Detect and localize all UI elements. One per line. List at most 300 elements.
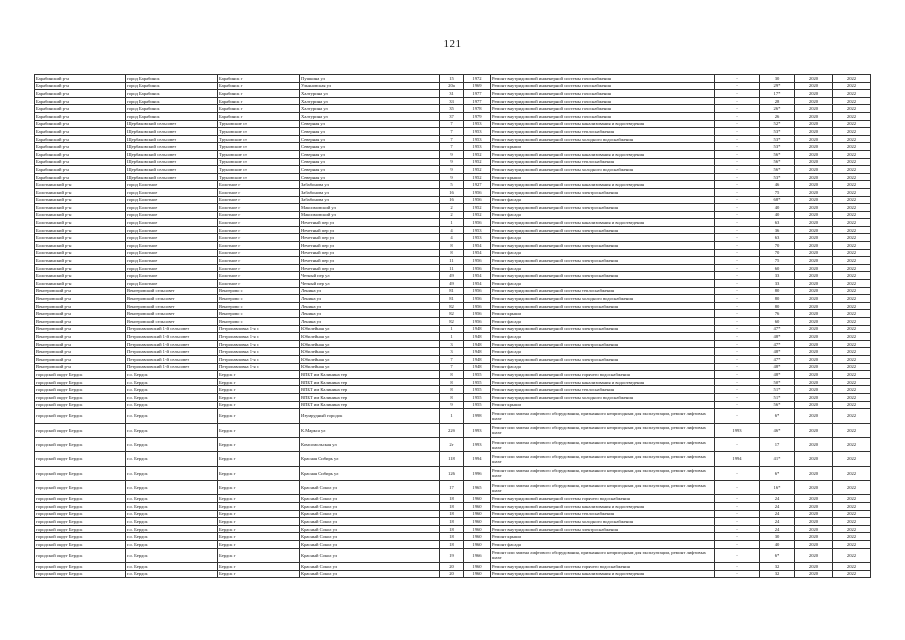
cell-locality: Петропавловка 1-я с: [218, 348, 300, 356]
cell-build-year: 1952: [464, 158, 491, 166]
cell-district: Венгеровский р-н: [35, 325, 126, 333]
cell-plan-end: 2022: [833, 204, 871, 212]
cell-work-type: Ремонт фасада: [491, 280, 715, 288]
cell-settlement: Петропавловский 1-й сельсовет: [126, 333, 218, 341]
cell-house-number: 81: [440, 287, 464, 295]
cell-locality: Барабинск г: [218, 90, 300, 98]
cell-wear-percent: 60: [760, 264, 795, 272]
cell-street: Халтурина ул: [300, 97, 440, 105]
cell-work-type: Ремонт внутридомовой инженерной системы горячего водоснабжения: [491, 495, 715, 503]
cell-work-type: Ремонт внутридомовой инженерной системы канализования и водоотведения: [491, 181, 715, 189]
cell-wear-percent: 30: [760, 533, 795, 541]
cell-settlement: г.о. Бердск: [126, 503, 218, 511]
cell-house-number: 18: [440, 510, 464, 518]
cell-house-number: 37: [440, 112, 464, 120]
cell-locality: Петропавловка 1-я с: [218, 355, 300, 363]
cell-plan-end: 2022: [833, 386, 871, 394]
cell-house-number: 5: [440, 181, 464, 189]
cell-commission-year: -: [715, 386, 760, 394]
cell-plan-start: 2020: [795, 272, 833, 280]
table-row: [35, 257, 871, 265]
cell-commission-year: -: [715, 181, 760, 189]
cell-district: городской округ Бердск: [35, 466, 126, 480]
cell-commission-year: -: [715, 318, 760, 326]
cell-wear-percent: 41*: [760, 452, 795, 466]
cell-plan-start: 2020: [795, 264, 833, 272]
cell-district: Венгеровский р-н: [35, 363, 126, 371]
cell-wear-percent: 48*: [760, 371, 795, 379]
cell-street: ВПБТ им Калинина тер: [300, 371, 440, 379]
table-row: [35, 423, 871, 437]
cell-build-year: 1998: [464, 409, 491, 423]
cell-plan-start: 2020: [795, 188, 833, 196]
cell-settlement: Венгеровский сельсовет: [126, 302, 218, 310]
table-row: [35, 135, 871, 143]
cell-locality: Болотное г: [218, 242, 300, 250]
table-row: [35, 226, 871, 234]
cell-street: Ульяновская ул: [300, 82, 440, 90]
cell-work-type: Ремонт внутридомовой инженерной системы канализования и водоотведения: [491, 120, 715, 128]
cell-plan-start: 2020: [795, 325, 833, 333]
cell-work-type: Ремонт внутридомовой инженерной системы газоснабжения: [491, 97, 715, 105]
cell-commission-year: -: [715, 219, 760, 227]
cell-settlement: г.о. Бердск: [126, 548, 218, 562]
cell-plan-end: 2022: [833, 452, 871, 466]
cell-wear-percent: 6*: [760, 409, 795, 423]
cell-district: Барабинский р-н: [35, 128, 126, 136]
cell-plan-start: 2020: [795, 128, 833, 136]
cell-district: Венгеровский р-н: [35, 310, 126, 318]
cell-plan-start: 2020: [795, 340, 833, 348]
cell-commission-year: -: [715, 533, 760, 541]
cell-commission-year: -: [715, 495, 760, 503]
cell-settlement: г.о. Бердск: [126, 452, 218, 466]
cell-commission-year: -: [715, 204, 760, 212]
table-row: [35, 348, 871, 356]
cell-plan-start: 2020: [795, 348, 833, 356]
table-row: [35, 249, 871, 257]
cell-plan-start: 2020: [795, 242, 833, 250]
table-row: [35, 173, 871, 181]
table-row: [35, 570, 871, 578]
cell-commission-year: -: [715, 401, 760, 409]
repair-schedule-table: [34, 74, 871, 578]
cell-work-type: Ремонт фасада: [491, 541, 715, 549]
cell-commission-year: -: [715, 393, 760, 401]
cell-commission-year: -: [715, 158, 760, 166]
cell-commission-year: -: [715, 226, 760, 234]
cell-commission-year: -: [715, 150, 760, 158]
cell-plan-end: 2022: [833, 135, 871, 143]
table-row: [35, 481, 871, 495]
cell-work-type: Ремонт или замена лифтового оборудования, признанного непригодным для эксплуатации, ремонт лифтовых шахт: [491, 548, 715, 562]
cell-settlement: город Болотное: [126, 188, 218, 196]
cell-plan-end: 2022: [833, 219, 871, 227]
cell-plan-end: 2022: [833, 363, 871, 371]
cell-house-number: 17: [440, 481, 464, 495]
cell-house-number: 9: [440, 150, 464, 158]
cell-build-year: 1993: [464, 423, 491, 437]
cell-wear-percent: 56*: [760, 166, 795, 174]
cell-wear-percent: 80: [760, 295, 795, 303]
cell-plan-end: 2022: [833, 211, 871, 219]
table-row: [35, 90, 871, 98]
cell-work-type: Ремонт внутридомовой инженерной системы канализования и водоотведения: [491, 570, 715, 578]
cell-district: Барабинский р-н: [35, 166, 126, 174]
cell-work-type: Ремонт внутридомовой инженерной системы газоснабжения: [491, 105, 715, 113]
cell-district: городской округ Бердск: [35, 371, 126, 379]
table-row: [35, 211, 871, 219]
cell-district: Венгеровский р-н: [35, 355, 126, 363]
cell-build-year: 1969: [464, 82, 491, 90]
cell-house-number: 18: [440, 495, 464, 503]
cell-build-year: 1953: [464, 128, 491, 136]
cell-locality: Бердск г: [218, 409, 300, 423]
cell-build-year: 1953: [464, 143, 491, 151]
cell-settlement: город Болотное: [126, 181, 218, 189]
cell-commission-year: -: [715, 272, 760, 280]
table-row: [35, 325, 871, 333]
cell-work-type: Ремонт фасада: [491, 333, 715, 341]
cell-plan-end: 2022: [833, 340, 871, 348]
cell-work-type: Ремонт или замена лифтового оборудования, признанного непригодным для эксплуатации, ремонт лифтовых шахт: [491, 466, 715, 480]
cell-plan-start: 2020: [795, 533, 833, 541]
cell-house-number: 2: [440, 211, 464, 219]
cell-commission-year: -: [715, 173, 760, 181]
cell-street: Юбилейная ул: [300, 355, 440, 363]
cell-work-type: Ремонт внутридомовой инженерной системы канализования и водоотведения: [491, 378, 715, 386]
cell-settlement: г.о. Бердск: [126, 401, 218, 409]
cell-plan-start: 2020: [795, 503, 833, 511]
cell-plan-end: 2022: [833, 287, 871, 295]
cell-house-number: 22б: [440, 423, 464, 437]
cell-wear-percent: 16*: [760, 481, 795, 495]
cell-district: городской округ Бердск: [35, 563, 126, 571]
cell-locality: Болотное г: [218, 219, 300, 227]
cell-work-type: Ремонт фасада: [491, 348, 715, 356]
cell-plan-end: 2022: [833, 112, 871, 120]
cell-district: Венгеровский р-н: [35, 333, 126, 341]
cell-commission-year: -: [715, 105, 760, 113]
cell-build-year: 1948: [464, 333, 491, 341]
table-row: [35, 371, 871, 379]
cell-work-type: Ремонт внутридомовой инженерной системы электроснабжения: [491, 272, 715, 280]
cell-plan-start: 2020: [795, 563, 833, 571]
cell-plan-end: 2022: [833, 188, 871, 196]
cell-settlement: Щербаковский сельсовет: [126, 166, 218, 174]
cell-settlement: г.о. Бердск: [126, 510, 218, 518]
cell-commission-year: -: [715, 437, 760, 451]
cell-house-number: 7: [440, 143, 464, 151]
cell-wear-percent: 40: [760, 204, 795, 212]
cell-settlement: г.о. Бердск: [126, 386, 218, 394]
cell-district: городской округ Бердск: [35, 378, 126, 386]
cell-house-number: 31: [440, 90, 464, 98]
table-row: [35, 242, 871, 250]
cell-street: ВПБТ им Калинина тер: [300, 386, 440, 394]
cell-wear-percent: 17*: [760, 90, 795, 98]
cell-street: Халтурина ул: [300, 112, 440, 120]
cell-settlement: город Болотное: [126, 264, 218, 272]
cell-plan-start: 2020: [795, 204, 833, 212]
cell-street: Юбилейная ул: [300, 348, 440, 356]
cell-street: Четный пер ул: [300, 272, 440, 280]
cell-street: Юбилейная ул: [300, 325, 440, 333]
cell-commission-year: -: [715, 257, 760, 265]
cell-build-year: 1960: [464, 570, 491, 578]
cell-commission-year: -: [715, 409, 760, 423]
cell-locality: Барабинск г: [218, 105, 300, 113]
cell-plan-end: 2022: [833, 518, 871, 526]
cell-commission-year: -: [715, 242, 760, 250]
cell-settlement: Щербаковский сельсовет: [126, 158, 218, 166]
cell-settlement: Петропавловский 1-й сельсовет: [126, 355, 218, 363]
cell-commission-year: -: [715, 143, 760, 151]
cell-build-year: 1955: [464, 393, 491, 401]
cell-plan-start: 2020: [795, 393, 833, 401]
cell-wear-percent: 68*: [760, 196, 795, 204]
cell-commission-year: -: [715, 503, 760, 511]
cell-wear-percent: 17: [760, 437, 795, 451]
cell-plan-end: 2022: [833, 541, 871, 549]
cell-district: городской округ Бердск: [35, 570, 126, 578]
cell-street: Ленина ул: [300, 310, 440, 318]
cell-street: Нечетный пер ул: [300, 264, 440, 272]
cell-settlement: Щербаковский сельсовет: [126, 143, 218, 151]
cell-wear-percent: 47*: [760, 340, 795, 348]
cell-plan-end: 2022: [833, 310, 871, 318]
cell-settlement: г.о. Бердск: [126, 481, 218, 495]
cell-wear-percent: 40: [760, 211, 795, 219]
cell-build-year: 1956: [464, 310, 491, 318]
cell-plan-end: 2022: [833, 355, 871, 363]
cell-wear-percent: 53*: [760, 173, 795, 181]
cell-settlement: г.о. Бердск: [126, 541, 218, 549]
cell-district: городской округ Бердск: [35, 481, 126, 495]
cell-house-number: 19: [440, 548, 464, 562]
cell-wear-percent: 6*: [760, 466, 795, 480]
cell-district: городской округ Бердск: [35, 533, 126, 541]
cell-street: Изумрудный городок: [300, 409, 440, 423]
cell-settlement: город Болотное: [126, 272, 218, 280]
cell-district: городской округ Бердск: [35, 525, 126, 533]
cell-wear-percent: 48*: [760, 348, 795, 356]
cell-plan-end: 2022: [833, 570, 871, 578]
cell-plan-end: 2022: [833, 158, 871, 166]
cell-commission-year: -: [715, 135, 760, 143]
table-row: [35, 143, 871, 151]
cell-settlement: город Болотное: [126, 280, 218, 288]
cell-plan-end: 2022: [833, 82, 871, 90]
cell-work-type: Ремонт внутридомовой инженерной системы холодного водоснабжения: [491, 135, 715, 143]
cell-street: Юбилейная ул: [300, 333, 440, 341]
cell-build-year: 1993: [464, 437, 491, 451]
cell-work-type: Ремонт внутридомовой инженерной системы электроснабжения: [491, 340, 715, 348]
cell-house-number: 9: [440, 173, 464, 181]
cell-plan-start: 2020: [795, 173, 833, 181]
cell-locality: Труновские ст: [218, 120, 300, 128]
cell-house-number: 9: [440, 401, 464, 409]
cell-house-number: 9: [440, 158, 464, 166]
cell-street: Юбилейная ул: [300, 340, 440, 348]
cell-house-number: 8: [440, 386, 464, 394]
cell-street: Красный Сокол ул: [300, 570, 440, 578]
table-row: [35, 310, 871, 318]
cell-locality: Бердск г: [218, 525, 300, 533]
cell-commission-year: -: [715, 510, 760, 518]
cell-plan-end: 2022: [833, 371, 871, 379]
cell-locality: Венгерово с: [218, 310, 300, 318]
cell-build-year: 1960: [464, 495, 491, 503]
cell-build-year: 1979: [464, 112, 491, 120]
cell-street: Максимовский ул: [300, 204, 440, 212]
cell-plan-start: 2020: [795, 518, 833, 526]
cell-locality: Венгерово с: [218, 302, 300, 310]
cell-commission-year: -: [715, 570, 760, 578]
table-row: [35, 386, 871, 394]
cell-work-type: Ремонт внутридомовой инженерной системы канализования и водоотведения: [491, 219, 715, 227]
table-row: [35, 340, 871, 348]
cell-commission-year: -: [715, 128, 760, 136]
table-row: [35, 401, 871, 409]
cell-work-type: Ремонт внутридомовой инженерной системы горячего водоснабжения: [491, 371, 715, 379]
cell-house-number: 49: [440, 280, 464, 288]
cell-plan-start: 2020: [795, 355, 833, 363]
cell-settlement: Петропавловский 1-й сельсовет: [126, 325, 218, 333]
cell-locality: Петропавловка 1-я с: [218, 363, 300, 371]
cell-settlement: город Болотное: [126, 242, 218, 250]
cell-plan-start: 2020: [795, 510, 833, 518]
cell-plan-start: 2020: [795, 548, 833, 562]
cell-plan-start: 2020: [795, 90, 833, 98]
cell-settlement: город Болотное: [126, 219, 218, 227]
cell-work-type: Ремонт внутридомовой инженерной системы газоснабжения: [491, 82, 715, 90]
cell-plan-end: 2022: [833, 196, 871, 204]
cell-settlement: город Болотное: [126, 196, 218, 204]
cell-street: Забабонова ул: [300, 181, 440, 189]
cell-district: Барабинский р-н: [35, 150, 126, 158]
cell-build-year: 1956: [464, 188, 491, 196]
cell-wear-percent: 60: [760, 318, 795, 326]
table-row: [35, 378, 871, 386]
cell-locality: Венгерово с: [218, 287, 300, 295]
cell-settlement: г.о. Бердск: [126, 518, 218, 526]
cell-street: Красный Сокол ул: [300, 541, 440, 549]
table-row: [35, 234, 871, 242]
cell-wear-percent: 26: [760, 112, 795, 120]
cell-house-number: 7: [440, 128, 464, 136]
cell-work-type: Ремонт внутридомовой инженерной системы электроснабжения: [491, 525, 715, 533]
cell-house-number: 1: [440, 333, 464, 341]
cell-commission-year: 1993: [715, 423, 760, 437]
cell-plan-end: 2022: [833, 234, 871, 242]
table-row: [35, 280, 871, 288]
cell-house-number: 20а: [440, 82, 464, 90]
cell-work-type: Ремонт внутридомовой инженерной системы холодного водоснабжения: [491, 295, 715, 303]
cell-wear-percent: 63: [760, 219, 795, 227]
cell-work-type: Ремонт крыши: [491, 533, 715, 541]
cell-plan-end: 2022: [833, 90, 871, 98]
cell-district: Барабинский р-н: [35, 120, 126, 128]
cell-wear-percent: 6*: [760, 548, 795, 562]
cell-plan-end: 2022: [833, 302, 871, 310]
cell-street: Красный Сокол ул: [300, 481, 440, 495]
cell-plan-end: 2022: [833, 181, 871, 189]
cell-district: Болотнинский р-н: [35, 219, 126, 227]
cell-house-number: 16: [440, 196, 464, 204]
cell-locality: Бердск г: [218, 466, 300, 480]
table-row: [35, 128, 871, 136]
cell-wear-percent: 56*: [760, 401, 795, 409]
table-row: [35, 541, 871, 549]
cell-wear-percent: 24: [760, 510, 795, 518]
cell-commission-year: -: [715, 525, 760, 533]
cell-district: Болотнинский р-н: [35, 211, 126, 219]
cell-house-number: 11: [440, 257, 464, 265]
table-row: [35, 318, 871, 326]
cell-plan-start: 2020: [795, 466, 833, 480]
cell-district: городской округ Бердск: [35, 495, 126, 503]
cell-district: Барабинский р-н: [35, 158, 126, 166]
cell-wear-percent: 32: [760, 563, 795, 571]
table-row: [35, 295, 871, 303]
cell-commission-year: -: [715, 295, 760, 303]
cell-plan-end: 2022: [833, 249, 871, 257]
cell-plan-start: 2020: [795, 120, 833, 128]
cell-street: Юбилейная ул: [300, 363, 440, 371]
cell-build-year: 1955: [464, 378, 491, 386]
cell-plan-start: 2020: [795, 363, 833, 371]
cell-street: Нечетный пер ул: [300, 219, 440, 227]
cell-district: Венгеровский р-н: [35, 340, 126, 348]
cell-plan-start: 2020: [795, 105, 833, 113]
cell-district: Болотнинский р-н: [35, 181, 126, 189]
cell-work-type: Ремонт внутридомовой инженерной системы электроснабжения: [491, 325, 715, 333]
cell-build-year: 1948: [464, 348, 491, 356]
cell-district: городской округ Бердск: [35, 437, 126, 451]
cell-locality: Болотное г: [218, 249, 300, 257]
cell-plan-start: 2020: [795, 333, 833, 341]
cell-settlement: г.о. Бердск: [126, 378, 218, 386]
cell-street: Ленина ул: [300, 318, 440, 326]
table-row: [35, 166, 871, 174]
cell-wear-percent: 53*: [760, 143, 795, 151]
cell-settlement: город Барабинск: [126, 105, 218, 113]
cell-street: Максимовский ул: [300, 211, 440, 219]
cell-plan-start: 2020: [795, 452, 833, 466]
cell-house-number: 18: [440, 518, 464, 526]
cell-settlement: город Барабинск: [126, 112, 218, 120]
cell-street: Ленина ул: [300, 302, 440, 310]
table-row: [35, 495, 871, 503]
cell-plan-end: 2022: [833, 533, 871, 541]
cell-wear-percent: 36: [760, 226, 795, 234]
cell-street: Северная ул: [300, 128, 440, 136]
cell-house-number: 82: [440, 302, 464, 310]
cell-plan-end: 2022: [833, 173, 871, 181]
cell-plan-start: 2020: [795, 423, 833, 437]
cell-district: Барабинский р-н: [35, 75, 126, 83]
cell-wear-percent: 53*: [760, 128, 795, 136]
cell-plan-start: 2020: [795, 409, 833, 423]
cell-district: Барабинский р-н: [35, 112, 126, 120]
cell-commission-year: 1994: [715, 452, 760, 466]
cell-plan-start: 2020: [795, 219, 833, 227]
table-row: [35, 525, 871, 533]
cell-locality: Болотное г: [218, 188, 300, 196]
cell-plan-end: 2022: [833, 166, 871, 174]
cell-commission-year: -: [715, 196, 760, 204]
